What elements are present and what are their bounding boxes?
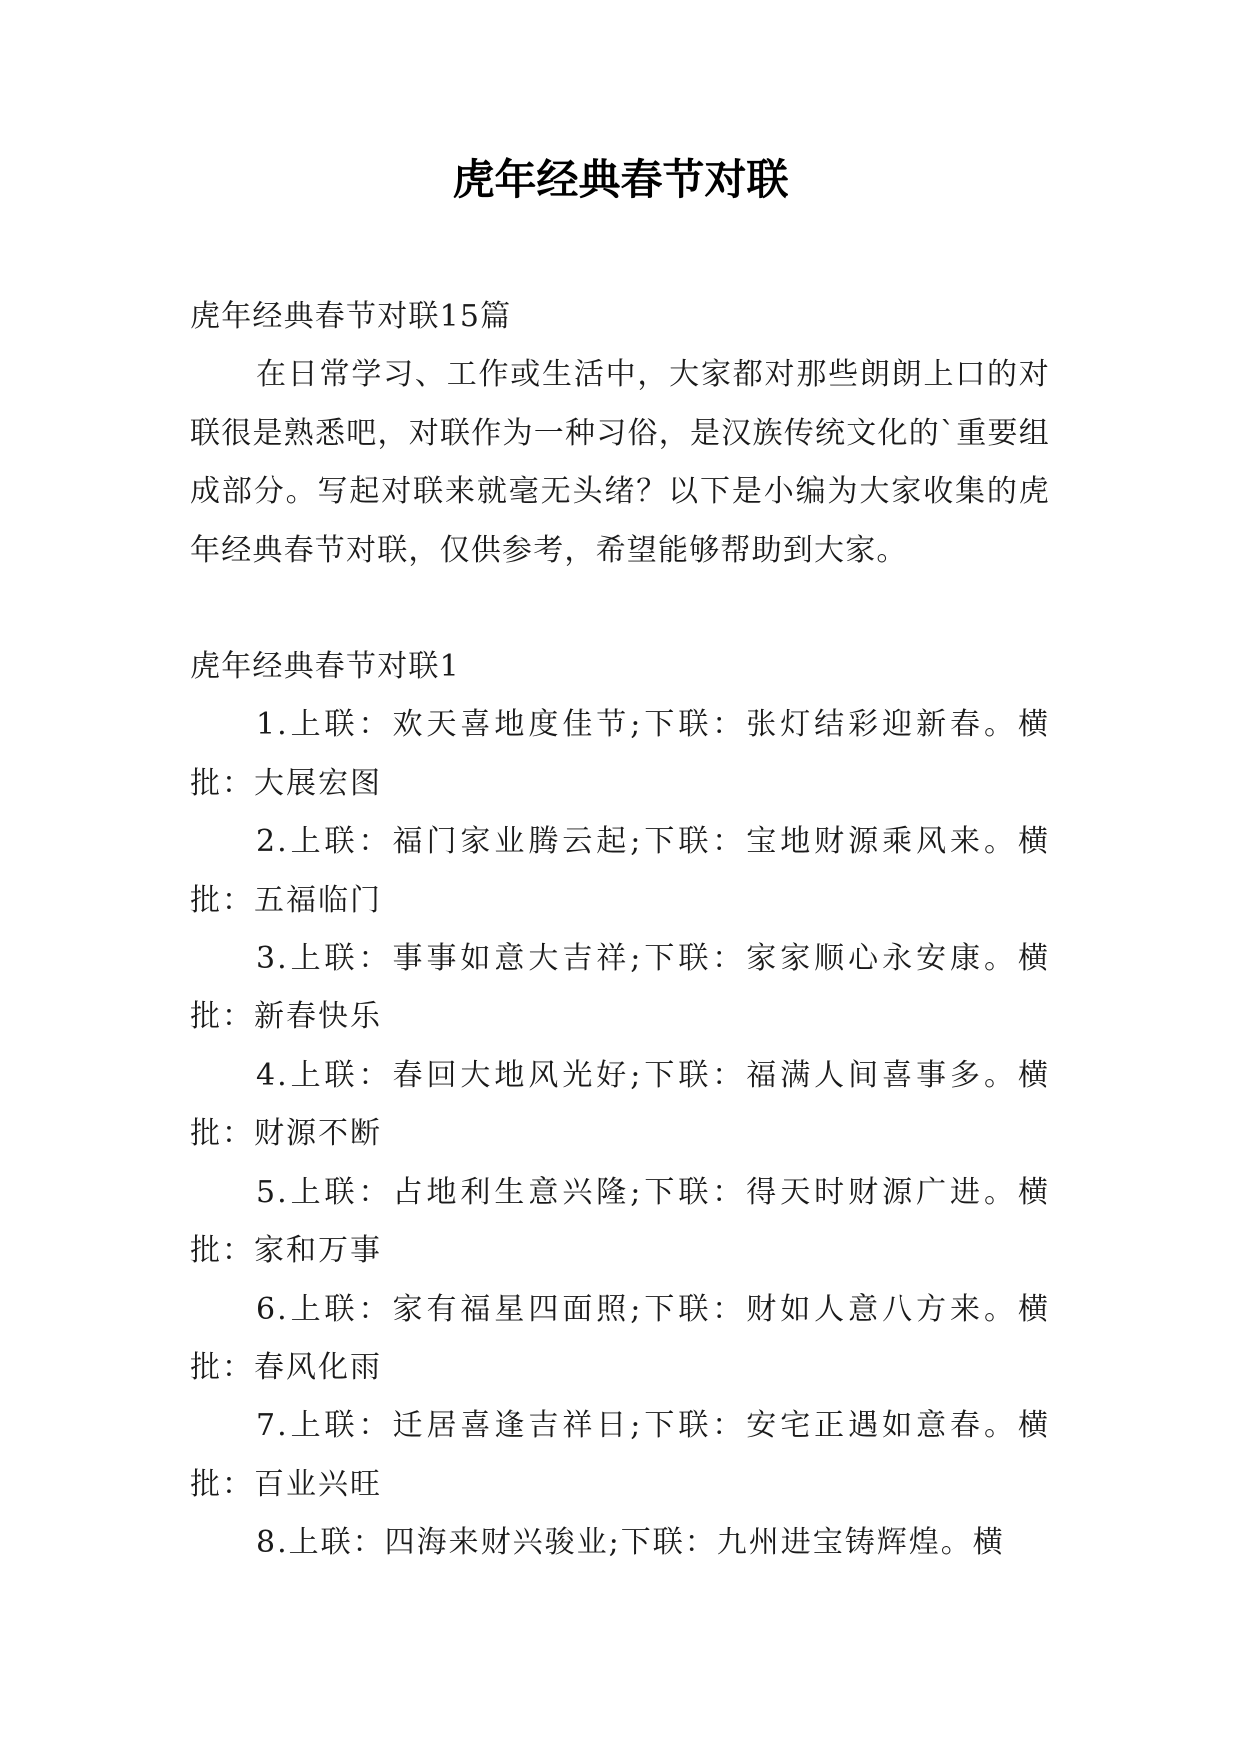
couplet-item: 3.上联：事事如意大吉祥;下联：家家顺心永安康。横批：新春快乐 <box>190 941 1050 1035</box>
intro-paragraph: 在日常学习、工作或生活中，大家都对那些朗朗上口的对联很是熟悉吧，对联作为一种习俗，是汉族传统文化的`重要组成部分。写起对联来就毫无头绪？以下是小编为大家收集的虎年经典春节对联，仅供参考，希望能够帮助到大家。 <box>190 357 1050 568</box>
couplet-item: 8.上联：四海来财兴骏业;下联：九州进宝铸辉煌。横 <box>256 1525 1005 1561</box>
couplet-item: 6.上联：家有福星四面照;下联：财如人意八方来。横批：春风化雨 <box>190 1291 1050 1385</box>
paragraph-gap <box>190 580 1050 638</box>
document-title: 虎年经典春节对联 <box>452 155 789 204</box>
section-heading: 虎年经典春节对联1 <box>190 649 460 685</box>
document-body <box>190 288 1050 1573</box>
couplet-item: 1.上联：欢天喜地度佳节;下联：张灯结彩迎新春。横批：大展宏图 <box>190 707 1050 801</box>
couplet-item: 4.上联：春回大地风光好;下联：福满人间喜事多。横批：财源不断 <box>190 1057 1050 1152</box>
couplet-item: 7.上联：迁居喜逢吉祥日;下联：安宅正遇如意春。横批：百业兴旺 <box>190 1408 1050 1502</box>
document-subtitle: 虎年经典春节对联15篇 <box>190 299 512 334</box>
couplet-item: 5.上联：占地利生意兴隆;下联：得天时财源广进。横批：家和万事 <box>190 1174 1050 1269</box>
couplet-item: 2.上联：福门家业腾云起;下联：宝地财源乘风来。横批：五福临门 <box>190 824 1050 918</box>
